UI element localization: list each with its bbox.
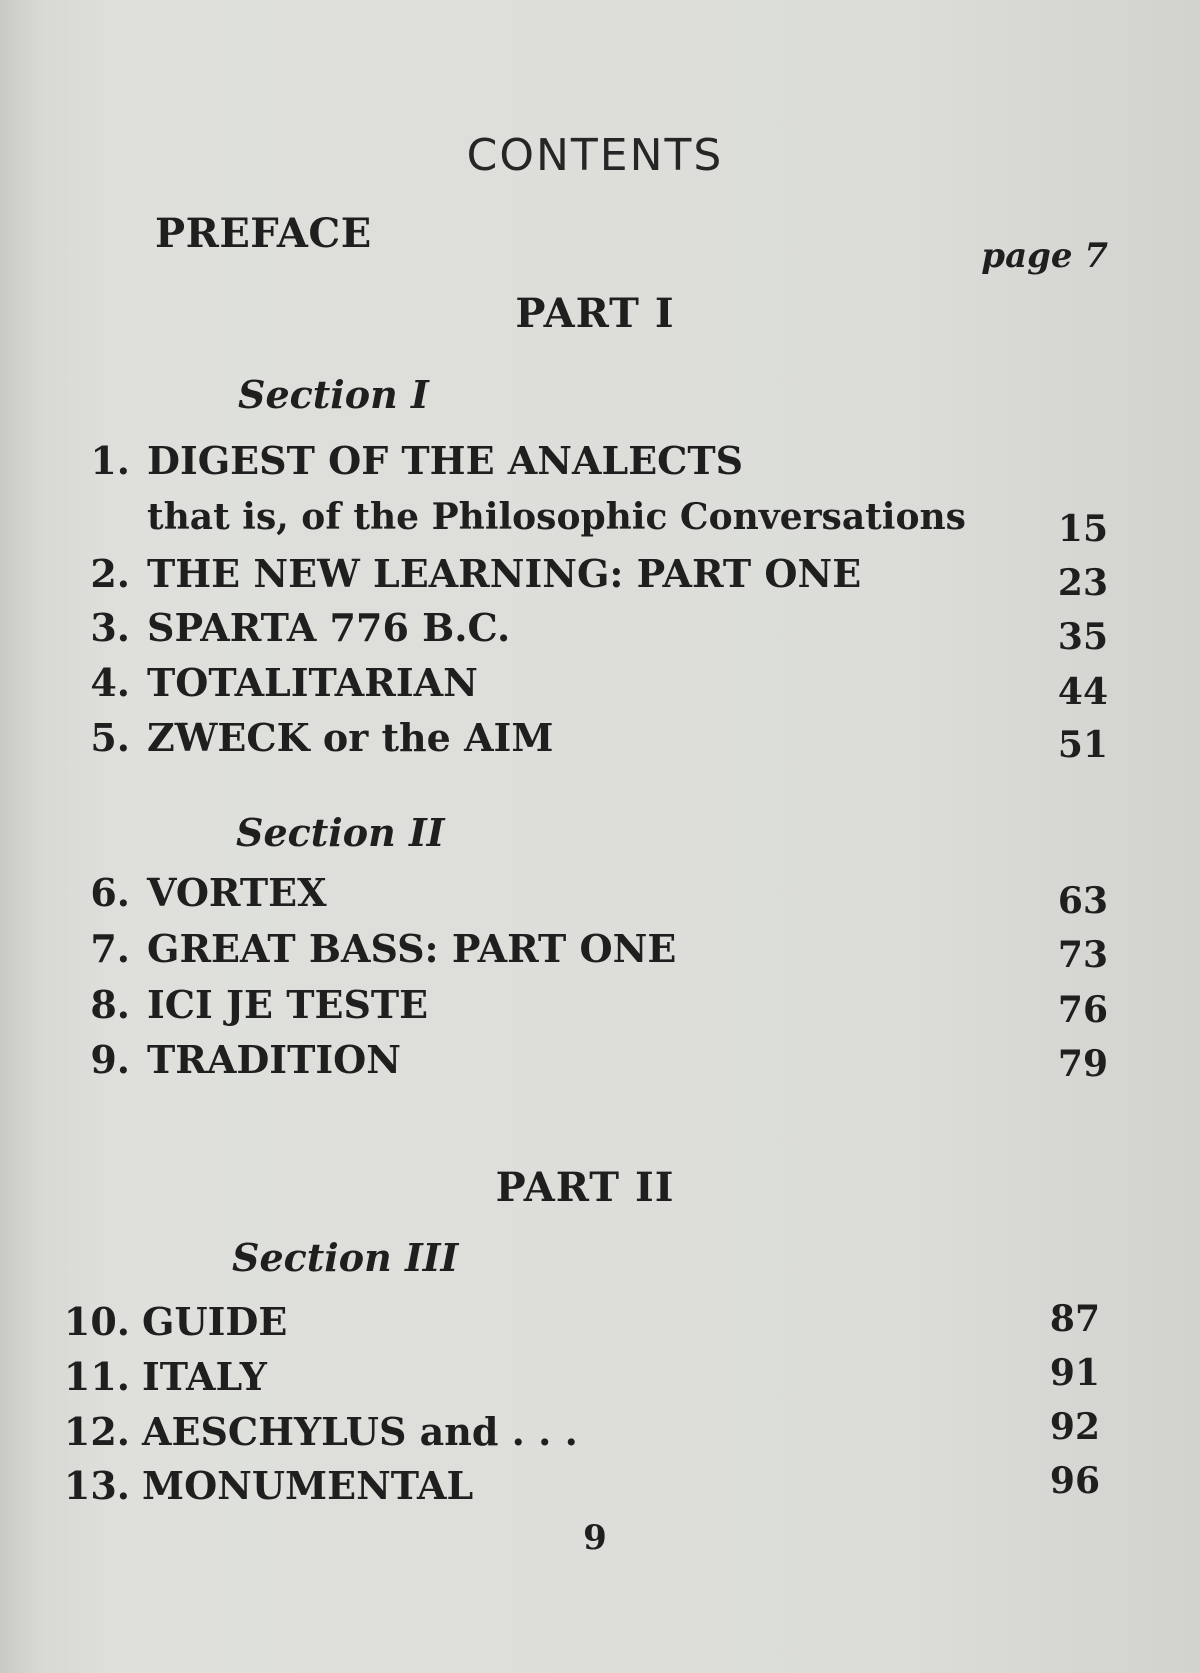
entry-number: 2. — [90, 551, 130, 596]
entry-page-number: 91 — [1049, 1352, 1100, 1394]
entry-page-number: 73 — [1057, 934, 1108, 976]
entry-number: 8. — [90, 982, 130, 1027]
entry-title: ICI JE TESTE — [147, 982, 429, 1027]
entry-page-number: 44 — [1057, 671, 1108, 713]
entry-number: 7. — [90, 926, 130, 971]
entry-page-number: 15 — [1057, 508, 1108, 550]
entry-title: GUIDE — [142, 1299, 288, 1344]
entry-title: SPARTA 776 B.C. — [147, 605, 511, 650]
entry-number: 5. — [90, 715, 130, 760]
preface-page-number: page 7 — [981, 236, 1108, 276]
part-heading: PART I — [515, 290, 675, 337]
entry-title: MONUMENTAL — [142, 1463, 474, 1508]
entry-number: 13. — [63, 1463, 130, 1508]
entry-number: 9. — [90, 1037, 130, 1082]
part-heading: PART II — [495, 1164, 675, 1211]
entry-page-number: 76 — [1057, 989, 1108, 1031]
entry-title: DIGEST OF THE ANALECTS — [147, 438, 744, 483]
contents-heading: CONTENTS — [466, 130, 724, 181]
entry-title: TOTALITARIAN — [147, 660, 478, 705]
entry-page-number: 92 — [1049, 1406, 1100, 1448]
entry-title: TRADITION — [147, 1037, 401, 1082]
entry-page-number: 96 — [1049, 1460, 1100, 1502]
preface-label: PREFACE — [155, 210, 372, 257]
section-heading: Section III — [232, 1235, 459, 1280]
entry-subtitle: that is, of the Philosophic Conversations — [147, 496, 966, 538]
entry-title: VORTEX — [147, 870, 327, 915]
entry-number: 6. — [90, 870, 130, 915]
entry-page-number: 87 — [1049, 1298, 1100, 1340]
entry-number: 12. — [63, 1409, 130, 1454]
entry-page-number: 35 — [1057, 616, 1108, 658]
entry-page-number: 23 — [1057, 562, 1108, 604]
entry-title: AESCHYLUS and . . . — [142, 1409, 578, 1454]
entry-title: THE NEW LEARNING: PART ONE — [147, 551, 862, 596]
entry-title: ZWECK or the AIM — [147, 715, 554, 760]
page-folio-number: 9 — [583, 1518, 607, 1558]
entry-title: ITALY — [142, 1354, 267, 1399]
entry-number: 4. — [90, 660, 130, 705]
entry-page-number: 63 — [1057, 880, 1108, 922]
entry-page-number: 51 — [1057, 724, 1108, 766]
entry-page-number: 79 — [1057, 1043, 1108, 1085]
section-heading: Section I — [238, 372, 429, 417]
entry-number: 3. — [90, 605, 130, 650]
entry-title: GREAT BASS: PART ONE — [147, 926, 677, 971]
entry-number: 11. — [63, 1354, 130, 1399]
section-heading: Section II — [236, 810, 445, 855]
entry-number: 10. — [63, 1299, 130, 1344]
entry-number: 1. — [90, 438, 130, 483]
